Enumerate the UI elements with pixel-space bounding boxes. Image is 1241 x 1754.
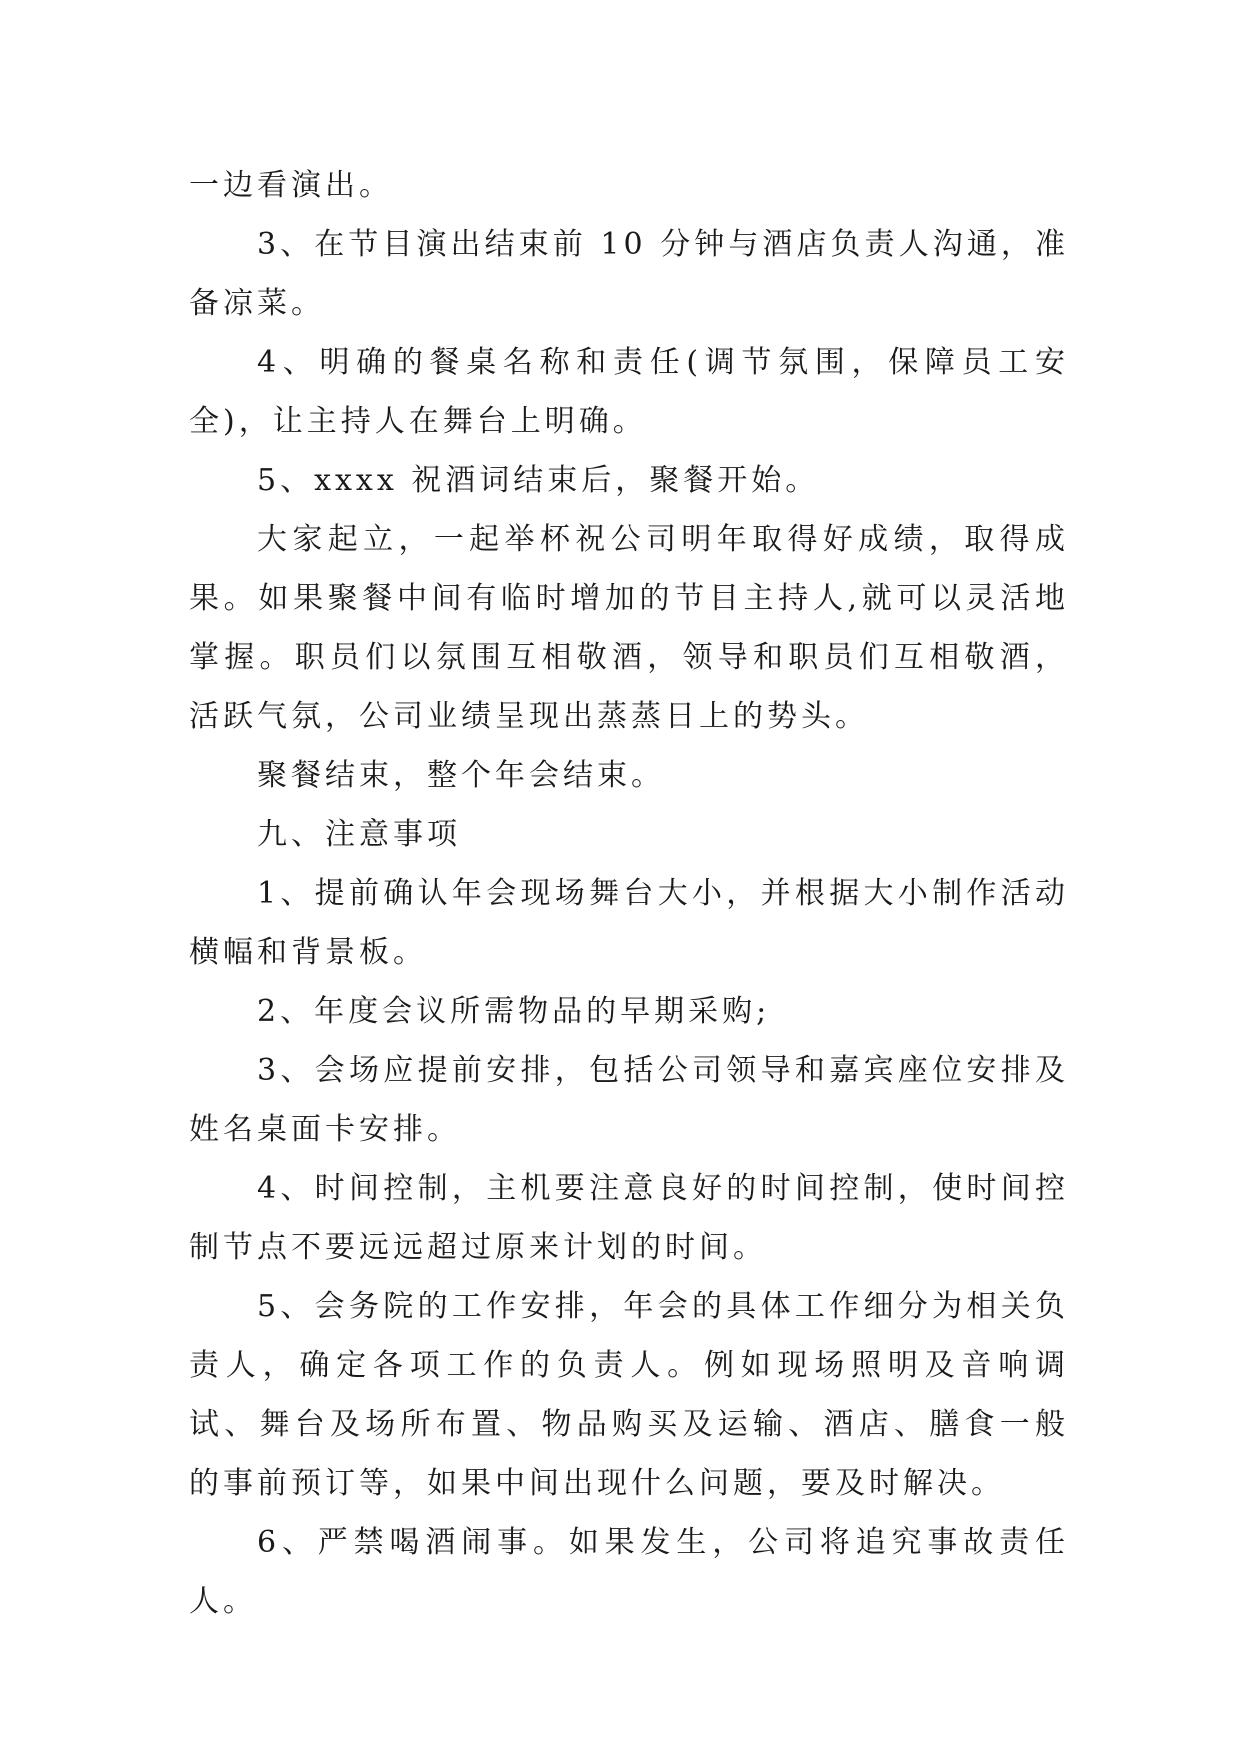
paragraph-note-6-drinking: 6、严禁喝酒闹事。如果发生，公司将追究事故责任人。 [189,1525,1069,1619]
paragraph-note-4-time: 4、时间控制，主机要注意良好的时间控制，使时间控制节点不要远远超过原来计划的时间。 [189,1171,1069,1265]
paragraph-continuation: 一边看演出。 [189,168,393,203]
paragraph-note-5-staffing: 5、会务院的工作安排，年会的具体工作细分为相关负责人，确定各项工作的负责人。例如现场照明及音响调试、舞台及场所布置、物品购买及运输、酒店、膳食一般的事前预订等，如果中间出现什么问题，要及时解决。 [189,1289,1069,1501]
document-body [189,156,1069,1631]
paragraph-item-5-toast: 5、xxxx 祝酒词结束后，聚餐开始。 [257,463,820,498]
paragraph-toast-description: 大家起立，一起举杯祝公司明年取得好成绩，取得成果。如果聚餐中间有临时增加的节目主持人,就可以灵活地掌握。职员们以氛围互相敬酒，领导和职员们互相敬酒，活跃气氛，公司业绩呈现出蒸蒸日上的势头。 [189,522,1069,734]
section-heading-notes: 九、注意事项 [257,817,461,852]
paragraph-item-4-tables: 4、明确的餐桌名称和责任(调节氛围，保障员工安全)，让主持人在舞台上明确。 [189,345,1069,439]
paragraph-note-2-purchase: 2、年度会议所需物品的早期采购; [257,994,771,1029]
paragraph-note-1-stage: 1、提前确认年会现场舞台大小，并根据大小制作活动横幅和背景板。 [189,876,1069,970]
paragraph-item-3-cold-dishes: 3、在节目演出结束前 10 分钟与酒店负责人沟通，准备凉菜。 [189,227,1069,321]
paragraph-note-3-seating: 3、会场应提前安排，包括公司领导和嘉宾座位安排及姓名桌面卡安排。 [189,1053,1069,1147]
paragraph-dinner-end: 聚餐结束，整个年会结束。 [257,758,665,793]
